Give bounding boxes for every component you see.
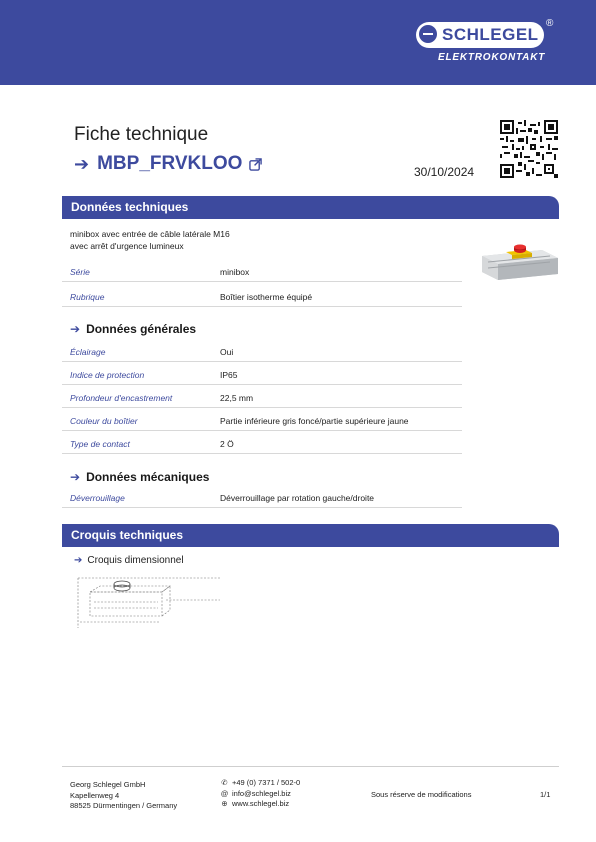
spec-label: Éclairage: [70, 347, 106, 357]
product-link[interactable]: [74, 153, 262, 175]
spec-row: [62, 260, 462, 282]
page-number: 1/1: [540, 790, 551, 799]
spec-value: 22,5 mm: [220, 393, 254, 403]
section-header-tech-data: Données techniques: [62, 196, 559, 219]
footer-divider: [62, 766, 559, 767]
spec-value: 2 Ö: [220, 439, 234, 449]
spec-value: Oui: [220, 347, 234, 357]
product-image: [480, 240, 560, 282]
company-name: Georg Schlegel GmbH: [70, 780, 146, 789]
globe-icon: ⊕: [221, 799, 228, 808]
footer-web[interactable]: www.schlegel.biz: [232, 799, 290, 808]
product-code: MBP_FRVKLOO: [97, 153, 243, 174]
qr-code[interactable]: [500, 120, 558, 178]
footer-address: [70, 780, 177, 812]
footer-email[interactable]: info@schlegel.biz: [232, 788, 291, 798]
arrow-right-icon: ➔: [70, 322, 81, 336]
spec-row: [62, 285, 462, 307]
spec-row: [62, 432, 462, 454]
spec-label: Indice de protection: [70, 370, 145, 380]
footer-contact: [220, 778, 300, 810]
subsection-title: Données mécaniques: [86, 470, 210, 484]
subsection-title: Données générales: [86, 322, 197, 336]
subsection-general: [70, 322, 196, 336]
spec-label: Série: [70, 267, 90, 277]
spec-row: [62, 486, 462, 508]
logo-badge: [416, 22, 544, 48]
company-street: Kapellenweg 4: [70, 790, 120, 800]
product-description: [70, 228, 230, 252]
logo-circle-icon: [418, 24, 438, 44]
spec-row: [62, 363, 462, 385]
phone-icon: ✆: [221, 778, 228, 787]
spec-row: [62, 386, 462, 408]
spec-label: Type de contact: [70, 439, 130, 449]
spec-row: [62, 340, 462, 362]
spec-value: minibox: [220, 267, 250, 277]
at-icon: @: [220, 788, 229, 798]
subsection-mechanical: [70, 470, 209, 484]
description-line: avec arrêt d'urgence lumineux: [70, 241, 184, 251]
sketch-label-text: Croquis dimensionnel: [87, 555, 184, 566]
dimension-sketch[interactable]: [70, 572, 230, 632]
footer-note: Sous réserve de modifications: [371, 790, 472, 799]
logo-subtitle: ELEKTROKONTAKT: [438, 52, 546, 63]
document-date: 30/10/2024: [414, 165, 475, 179]
logo-brand-text: SCHLEGEL: [442, 25, 539, 44]
arrow-right-icon: ➔: [74, 153, 90, 174]
spec-value: Boîtier isotherme équipé: [220, 292, 313, 302]
arrow-right-icon: ➔: [70, 470, 81, 484]
logo-registered-mark: ®: [546, 18, 554, 29]
company-city: 88525 Dürmentingen / Germany: [70, 801, 178, 810]
section-header-sketches: Croquis techniques: [62, 524, 559, 547]
external-link-icon[interactable]: [249, 158, 262, 171]
spec-label: Rubrique: [70, 292, 105, 302]
spec-value: IP65: [220, 370, 238, 380]
spec-label: Profondeur d'encastrement: [70, 393, 173, 403]
description-line: minibox avec entrée de câble latérale M16: [70, 229, 230, 239]
schlegel-logo[interactable]: [408, 18, 558, 72]
sketch-link[interactable]: [74, 555, 184, 566]
spec-value: Partie inférieure gris foncé/partie supérieure jaune: [220, 416, 409, 426]
spec-value: Déverrouillage par rotation gauche/droite: [220, 493, 375, 503]
header-band: [0, 0, 596, 85]
spec-label: Déverrouillage: [70, 493, 125, 503]
footer-phone[interactable]: +49 (0) 7371 / 502-0: [232, 778, 301, 787]
arrow-right-icon: ➔: [74, 555, 83, 566]
page-title: Fiche technique: [74, 124, 209, 145]
spec-label: Couleur du boîtier: [70, 416, 138, 426]
spec-row: [62, 409, 462, 431]
